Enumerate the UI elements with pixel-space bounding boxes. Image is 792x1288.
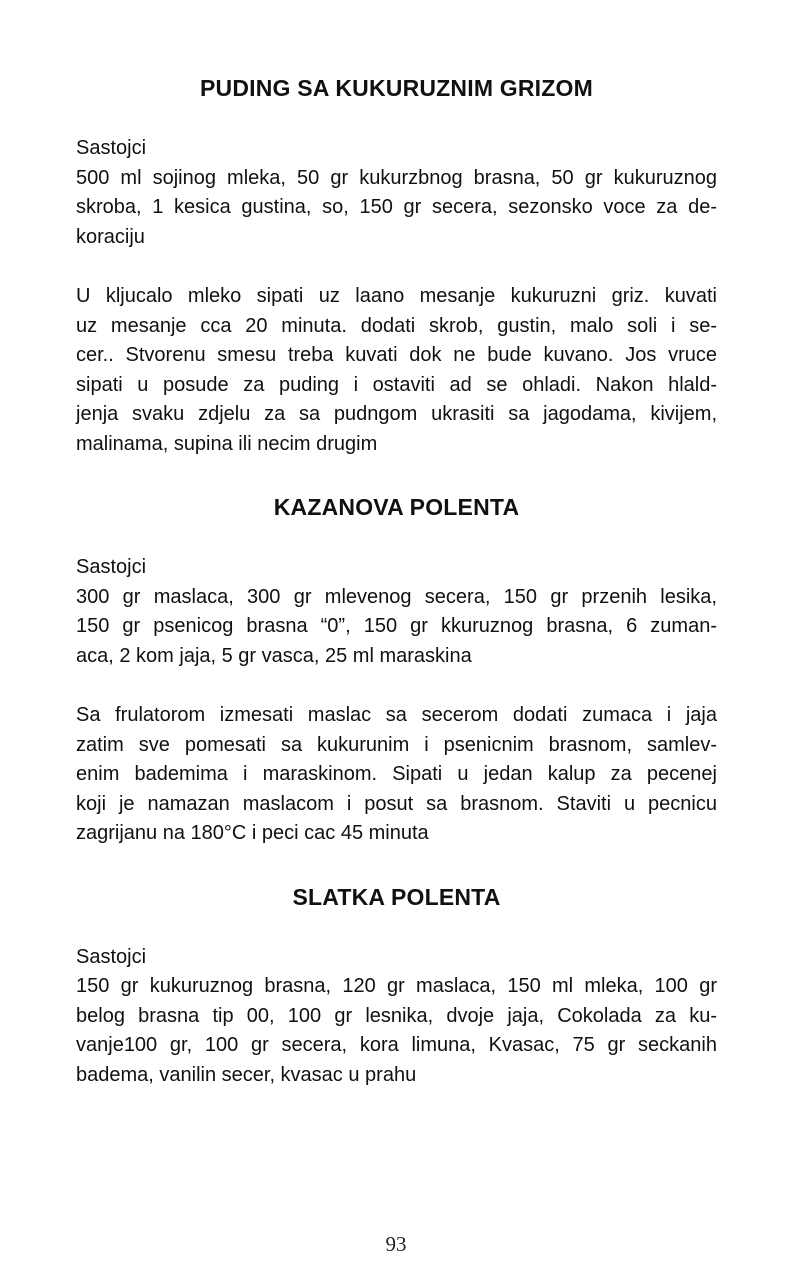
- method-line: zagrijanu na 180°C i peci cac 45 minuta: [76, 822, 429, 844]
- recipe-title: SLATKA POLENTA: [292, 883, 501, 910]
- ingredients-line: koraciju: [76, 225, 145, 248]
- ingredients-line: 150 gr psenicog brasna “0”, 150 gr kkuruznog brasna, 6 zuman-: [76, 615, 717, 637]
- method-line: koji je namazan maslacom i posut sa brasnom. Staviti u pecnicu: [76, 792, 717, 815]
- ingredients-label: Sastojci: [76, 556, 147, 578]
- recipe-slatka: [76, 881, 717, 1091]
- ingredients-line: belog brasna tip 00, 100 gr lesnika, dvoje jaja, Cokolada za ku-: [76, 1004, 717, 1027]
- ingredients-line: aca, 2 kom jaja, 5 gr vasca, 25 ml maraskina: [76, 644, 472, 667]
- recipe-title: KAZANOVA POLENTA: [273, 494, 520, 520]
- ingredients-line: skroba, 1 kesica gustina, so, 150 gr secera, sezonsko voce za de-: [76, 196, 717, 218]
- ingredients-label: Sastojci: [76, 137, 147, 159]
- page-number: 93: [385, 1232, 407, 1256]
- method-line: cer.. Stvorenu smesu treba kuvati dok ne bude kuvano. Jos vruce: [76, 344, 717, 366]
- ingredients-line: 500 ml sojinog mleka, 50 gr kukurzbnog brasna, 50 gr kukuruznog: [76, 166, 717, 189]
- ingredients-line: 300 gr maslaca, 300 gr mlevenog secera, 150 gr przenih lesika,: [76, 585, 717, 608]
- ingredients-line: 150 gr kukuruznog brasna, 120 gr maslaca, 150 ml mleka, 100 gr: [76, 975, 717, 997]
- recipe-title: PUDING SA KUKURUZNIM GRIZOM: [200, 75, 593, 101]
- method-line: sipati u posude za puding i ostaviti ad se ohladi. Nakon hlald-: [76, 373, 717, 396]
- ingredients-label: Sastojci: [76, 945, 147, 968]
- method-line: Sa frulatorom izmesati maslac sa secerom dodati zumaca i jaja: [76, 704, 717, 726]
- method-line: U kljucalo mleko sipati uz laano mesanje kukuruzni griz. kuvati: [76, 285, 717, 307]
- ingredients-line: vanje100 gr, 100 gr secera, kora limuna, Kvasac, 75 gr seckanih: [76, 1034, 717, 1056]
- method-line: uz mesanje cca 20 minuta. dodati skrob, gustin, malo soli i se-: [76, 314, 717, 337]
- recipe-page: [76, 72, 717, 1090]
- method-line: malinama, supina ili necim drugim: [76, 432, 378, 455]
- method-line: enim bademima i maraskinom. Sipati u jedan kalup za pecenej: [76, 763, 717, 785]
- recipe-kazanova: [76, 491, 717, 849]
- method-line: jenja svaku zdjelu za sa pudngom ukrasiti sa jagodama, kivijem,: [76, 403, 717, 425]
- method-line: zatim sve pomesati sa kukurunim i psenicnim brasnom, samlev-: [76, 733, 717, 756]
- recipe-puding: [76, 72, 717, 459]
- ingredients-line: badema, vanilin secer, kvasac u prahu: [76, 1063, 417, 1086]
